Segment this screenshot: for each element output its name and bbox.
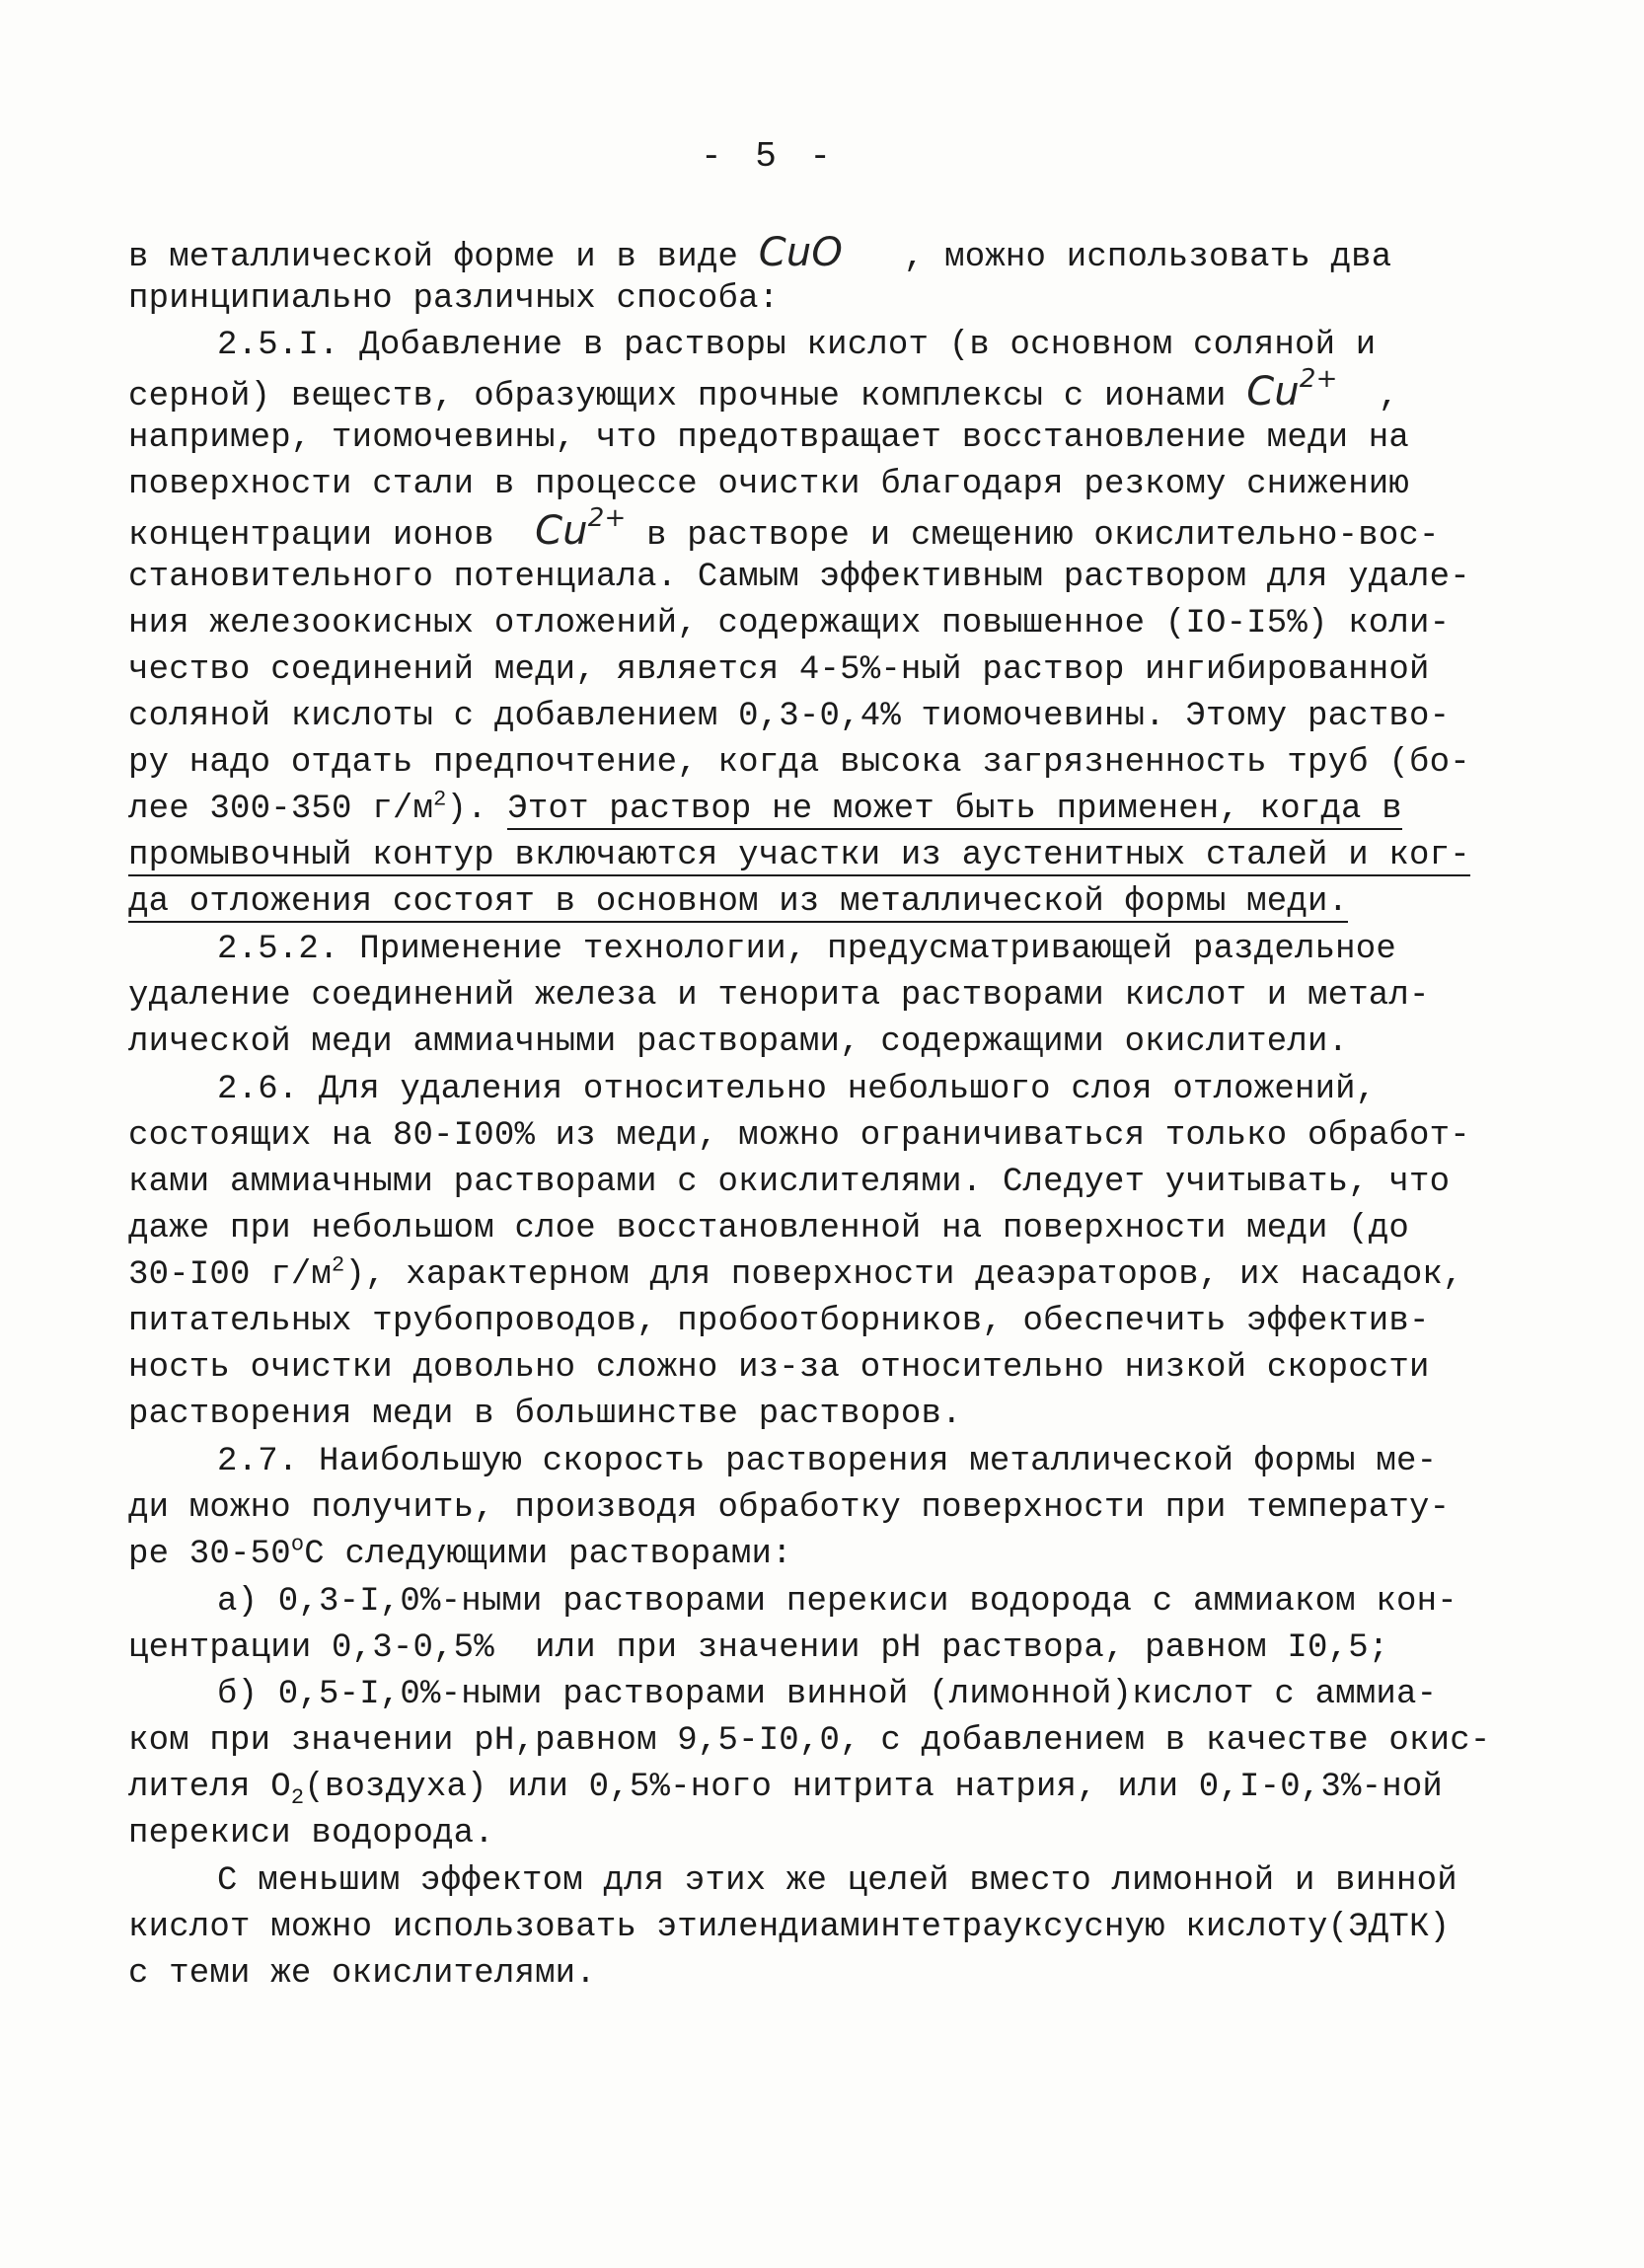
line-text: ре 30-50 xyxy=(128,1536,291,1573)
formula-charge: 2+ xyxy=(1299,363,1338,394)
text-line xyxy=(128,600,1450,647)
line-text: растворения меди в большинстве растворов. xyxy=(128,1396,962,1433)
text-line xyxy=(128,461,1409,508)
underlined-text: промывочный контур включаются участки из аустенитных сталей и ког- xyxy=(128,837,1470,874)
text-line xyxy=(128,972,1430,1020)
underlined-text: да отложения состоят в основном из металлической формы меди. xyxy=(128,883,1349,921)
line-text: перекиси водорода. xyxy=(128,1815,494,1852)
line-text: С следующими растворами: xyxy=(304,1536,792,1573)
line-text: , xyxy=(1337,378,1399,416)
text-line xyxy=(217,926,1396,973)
line-text: 2.6. Для удаления относительно небольшого слоя отложений, xyxy=(217,1071,1377,1108)
superscript: о xyxy=(290,1532,305,1557)
text-line xyxy=(128,739,1470,787)
line-text: концентрации ионов xyxy=(128,517,536,555)
line-text: 2.5.2. Применение технологии, предусматривающей раздельное xyxy=(217,931,1396,968)
line-text: ком при значении рН,равном 9,5-I0,0, с добавлением в качестве окис- xyxy=(128,1722,1491,1760)
line-text: , можно использовать два xyxy=(843,239,1392,276)
text-line xyxy=(128,1764,1443,1811)
text-line xyxy=(128,786,1402,833)
text-line xyxy=(128,1717,1490,1765)
text-line xyxy=(128,693,1450,740)
text-line xyxy=(128,832,1470,879)
line-text: 2.7. Наибольшую скорость растворения металлической формы ме- xyxy=(217,1443,1438,1480)
line-text: (воздуха) или 0,5%-ного нитрита натрия, или 0,I-0,3%-ной xyxy=(304,1769,1444,1806)
line-text: ность очистки довольно сложно из-за относительно низкой скорости xyxy=(128,1349,1430,1387)
line-text: С меньшим эффектом для этих же целей вместо лимонной и винной xyxy=(217,1862,1457,1900)
text-line xyxy=(217,1671,1437,1718)
underlined-text: Этот раствор не может быть применен, когда в xyxy=(507,791,1402,828)
subscript: 2 xyxy=(290,1784,305,1810)
text-line xyxy=(128,1251,1463,1299)
text-line xyxy=(128,1112,1470,1160)
text-line xyxy=(217,1438,1437,1485)
line-text: 30-I00 г/м xyxy=(128,1256,333,1294)
line-text: лителя О xyxy=(128,1769,291,1806)
text-line xyxy=(217,322,1376,369)
superscript: 2 xyxy=(433,787,447,812)
text-line xyxy=(128,1019,1348,1066)
formula-charge: 2+ xyxy=(587,502,627,533)
line-text: чество соединений меди, является 4-5%-ный раствор ингибированной xyxy=(128,651,1430,689)
line-text: 2.5.I. Добавление в растворы кислот (в основном соляной и xyxy=(217,327,1377,364)
line-text: с теми же окислителями. xyxy=(128,1955,596,1993)
text-line xyxy=(128,1950,596,1998)
line-text: например, тиомочевины, что предотвращает восстановление меди на xyxy=(128,419,1410,457)
line-text: в металлической форме и в виде xyxy=(128,239,759,276)
line-text: становительного потенциала. Самым эффективным раствором для удале- xyxy=(128,559,1470,596)
line-text: ками аммиачными растворами с окислителями. Следует учитывать, что xyxy=(128,1164,1451,1201)
line-text: даже при небольшом слое восстановленной на поверхности меди (до xyxy=(128,1210,1410,1247)
text-line xyxy=(128,1159,1450,1206)
text-line xyxy=(128,1625,1388,1672)
text-line xyxy=(128,502,1440,555)
line-text: ди можно получить, производя обработку поверхности при температу- xyxy=(128,1489,1451,1527)
line-text: лее 300-350 г/м xyxy=(128,791,434,828)
line-text: поверхности стали в процессе очистки благодаря резкому снижению xyxy=(128,466,1410,503)
chemical-formula: $Cu^{2+}$ xyxy=(535,502,627,554)
line-text: ). xyxy=(446,791,508,828)
line-text: лической меди аммиачными растворами, содержащими окислители. xyxy=(128,1023,1349,1061)
line-text: ), характерном для поверхности деаэраторов, их насадок, xyxy=(344,1256,1463,1294)
text-line xyxy=(128,878,1348,926)
text-line xyxy=(128,229,1391,276)
line-text: ру надо отдать предпочтение, когда высока загрязненность труб (бо- xyxy=(128,744,1470,782)
line-text: кислот можно использовать этилендиаминтетрауксусную кислоту(ЭДТК) xyxy=(128,1909,1451,1946)
text-line xyxy=(128,415,1409,462)
line-text: состоящих на 80-I00% из меди, можно ограничиваться только обработ- xyxy=(128,1117,1470,1155)
line-text: соляной кислоты с добавлением 0,3-0,4% тиомочевины. Этому раство- xyxy=(128,698,1451,735)
text-line xyxy=(128,1531,792,1578)
text-line xyxy=(128,1298,1430,1345)
line-text: центрации 0,3-0,5% или при значении рН раствора, равном I0,5; xyxy=(128,1629,1389,1667)
line-text: питательных трубопроводов, пробоотборников, обеспечить эффектив- xyxy=(128,1303,1430,1340)
text-line xyxy=(128,1810,494,1857)
text-line xyxy=(217,1578,1457,1625)
line-text: б) 0,5-I,0%-ными растворами винной (лимонной)кислот с аммиа- xyxy=(217,1676,1438,1713)
line-text: серной) веществ, образующих прочные комплексы с ионами xyxy=(128,378,1247,416)
text-line xyxy=(128,554,1470,601)
text-line xyxy=(128,1484,1450,1532)
line-text: ния железоокисных отложений, содержащих повышенное (IO-I5%) коли- xyxy=(128,605,1451,643)
text-line xyxy=(217,1857,1457,1905)
text-line xyxy=(128,1904,1450,1951)
line-text: а) 0,3-I,0%-ными растворами перекиси водорода с аммиаком кон- xyxy=(217,1583,1457,1621)
text-line xyxy=(128,1205,1409,1252)
text-line xyxy=(128,275,779,323)
text-line xyxy=(128,1344,1430,1392)
line-text: принципиально различных способа: xyxy=(128,280,780,318)
text-line xyxy=(217,1066,1376,1113)
text-line xyxy=(128,1391,962,1438)
line-text: удаление соединений железа и тенорита растворами кислот и метал- xyxy=(128,977,1430,1015)
chemical-formula: $Cu^{2+}$ xyxy=(1246,363,1338,415)
text-line xyxy=(128,646,1430,694)
text-line xyxy=(128,363,1399,416)
page-number: - 5 - xyxy=(701,136,838,177)
chemical-formula: CuO xyxy=(758,230,844,275)
line-text: в растворе и смещению окислительно-вос- xyxy=(626,517,1440,555)
superscript: 2 xyxy=(332,1252,345,1278)
